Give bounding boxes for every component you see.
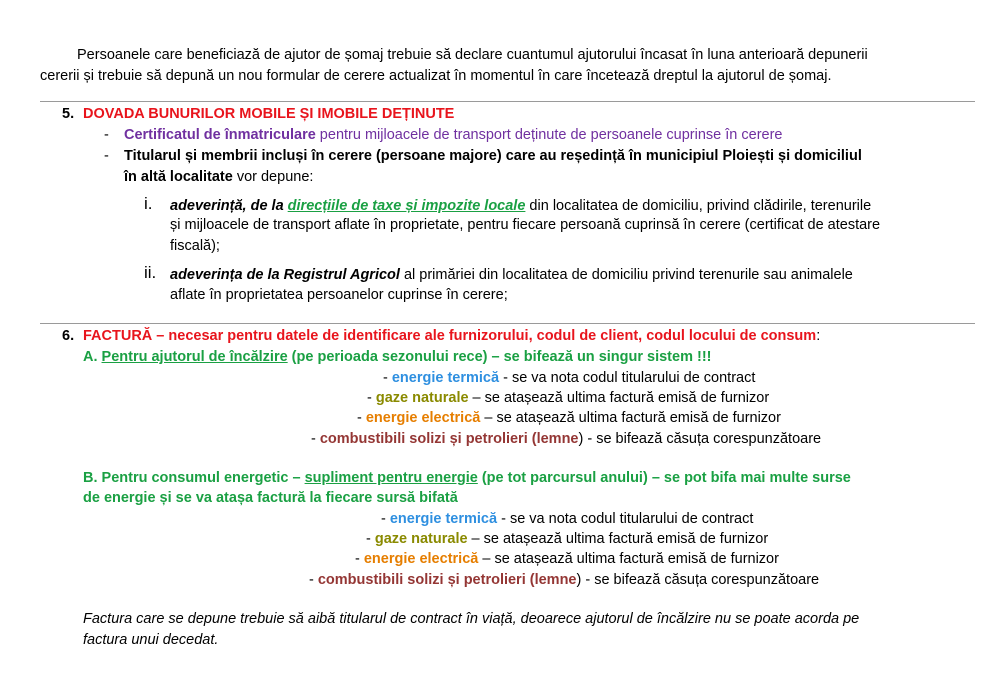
subB-item-combustibili bbox=[309, 572, 819, 588]
item-ii-lead: adeverința de la Registrul Agricol bbox=[170, 267, 400, 283]
section5-bullet2-dash: - bbox=[104, 148, 109, 164]
certificate-label: Certificatul de înmatriculare bbox=[124, 127, 316, 143]
dash: - bbox=[367, 390, 376, 406]
section6-colon: : bbox=[816, 328, 821, 344]
source-name: energie electrică bbox=[363, 551, 479, 567]
source-desc: – se atașează ultima factură emisă de furnizor bbox=[478, 551, 779, 567]
dash: - bbox=[355, 551, 364, 567]
subA-rest: (pe perioada sezonului rece) – se bifează un singur sistem !!! bbox=[287, 349, 712, 365]
tax-directorate-link: direcțiile de taxe și impozite locale bbox=[287, 198, 526, 214]
source-name: combustibili solizi și petrolieri (lemne bbox=[319, 431, 579, 447]
section5-number: 5. bbox=[62, 106, 75, 122]
item-ii-line1-rest: al primăriei din localitatea de domiciliu privind terenurile sau animalele bbox=[399, 267, 853, 283]
other-locality: în altă localitate bbox=[124, 169, 233, 185]
subB-rest: (pe tot parcursul anului) – se pot bifa mai multe surse bbox=[477, 470, 851, 486]
subA-item-termica bbox=[383, 370, 755, 386]
subA-prefix: A. bbox=[83, 349, 102, 365]
section6-title: FACTURĂ – necesar pentru datele de identificare ale furnizorului, codul de client, codul locului de consum bbox=[83, 328, 817, 344]
source-name: combustibili solizi și petrolieri (lemne bbox=[317, 572, 577, 588]
section5-bullet1 bbox=[124, 127, 782, 143]
source-desc: ) - se bifează căsuța corespunzătoare bbox=[576, 572, 820, 588]
divider-2 bbox=[40, 323, 975, 324]
certificate-desc: pentru mijloacele de transport deținute de persoanele cuprinse în cerere bbox=[315, 127, 783, 143]
source-name: energie electrică bbox=[365, 410, 481, 426]
source-desc: – se atașează ultima factură emisă de furnizor bbox=[467, 531, 769, 547]
dash: - bbox=[383, 370, 392, 386]
subB-item-electrica bbox=[355, 551, 779, 567]
dash: - bbox=[381, 511, 390, 527]
subB-item-gaze bbox=[366, 531, 768, 547]
item-i-line1-rest: din localitatea de domiciliu, privind clădirile, terenurile bbox=[525, 198, 872, 214]
subA-item-gaze bbox=[367, 390, 769, 406]
subB-heading-line1 bbox=[83, 470, 851, 486]
source-desc: - se va nota codul titularului de contract bbox=[499, 370, 756, 386]
section6-title-row bbox=[83, 328, 820, 344]
item-ii-line2: aflate în proprietatea persoanelor cuprinse în cerere; bbox=[170, 287, 508, 303]
intro-line-1: Persoanele care beneficiază de ajutor de șomaj trebuie să declare cuantumul ajutorului încasat în luna anterioară depunerii bbox=[77, 47, 868, 63]
subB-item-termica bbox=[381, 511, 753, 527]
dash: - bbox=[366, 531, 375, 547]
source-desc: - se va nota codul titularului de contract bbox=[497, 511, 754, 527]
closing-line-2: factura unui decedat. bbox=[83, 632, 219, 648]
section5-bullet2-line2 bbox=[124, 169, 313, 185]
source-name: energie termică bbox=[391, 370, 500, 386]
item-i-line3: fiscală); bbox=[170, 238, 220, 254]
source-name: gaze naturale bbox=[375, 390, 469, 406]
subA-heading bbox=[83, 349, 711, 365]
item-i-lead: adeverință, de la bbox=[170, 198, 288, 214]
dash: - bbox=[357, 410, 366, 426]
divider-1 bbox=[40, 101, 975, 102]
item-i-line2: și mijloacele de transport aflate în proprietate, pentru fiecare persoană cuprinsă în cerere (certificat de atestare bbox=[170, 217, 881, 233]
item-ii-line1 bbox=[170, 267, 853, 283]
section5-bullet1-dash: - bbox=[104, 127, 109, 143]
will-submit: vor depune: bbox=[232, 169, 314, 185]
subA-underlined: Pentru ajutorul de încălzire bbox=[101, 349, 288, 365]
subA-item-electrica bbox=[357, 410, 781, 426]
intro-line-2: cererii și trebuie să depună un nou formular de cerere actualizat în momentul în care încetează dreptul la ajutorul de șomaj. bbox=[40, 68, 832, 84]
subB-underlined: supliment pentru energie bbox=[304, 470, 478, 486]
section6-number: 6. bbox=[62, 328, 75, 344]
subA-item-combustibili bbox=[311, 431, 821, 447]
dash: - bbox=[309, 572, 318, 588]
item-i-line1 bbox=[170, 198, 871, 214]
section5-bullet2-line1: Titularul și membrii incluși în cerere (persoane majore) care au reședință în municipiul Ploiești și domiciliul bbox=[124, 148, 862, 164]
source-name: energie termică bbox=[389, 511, 498, 527]
dash: - bbox=[311, 431, 320, 447]
item-i-numeral: i. bbox=[144, 194, 153, 213]
source-desc: ) - se bifează căsuța corespunzătoare bbox=[578, 431, 822, 447]
source-desc: – se atașează ultima factură emisă de furnizor bbox=[468, 390, 770, 406]
section5-title: DOVADA BUNURILOR MOBILE ȘI IMOBILE DEȚINUTE bbox=[83, 106, 455, 122]
subB-prefix: B. Pentru consumul energetic – bbox=[83, 470, 305, 486]
item-ii-numeral: ii. bbox=[144, 263, 157, 282]
source-desc: – se atașează ultima factură emisă de furnizor bbox=[480, 410, 781, 426]
subB-heading-line2: de energie și se va atașa factură la fiecare sursă bifată bbox=[83, 490, 458, 506]
source-name: gaze naturale bbox=[374, 531, 468, 547]
closing-line-1: Factura care se depune trebuie să aibă titularul de contract în viață, deoarece ajutorul de încălzire nu se poate acorda pe bbox=[83, 611, 860, 627]
